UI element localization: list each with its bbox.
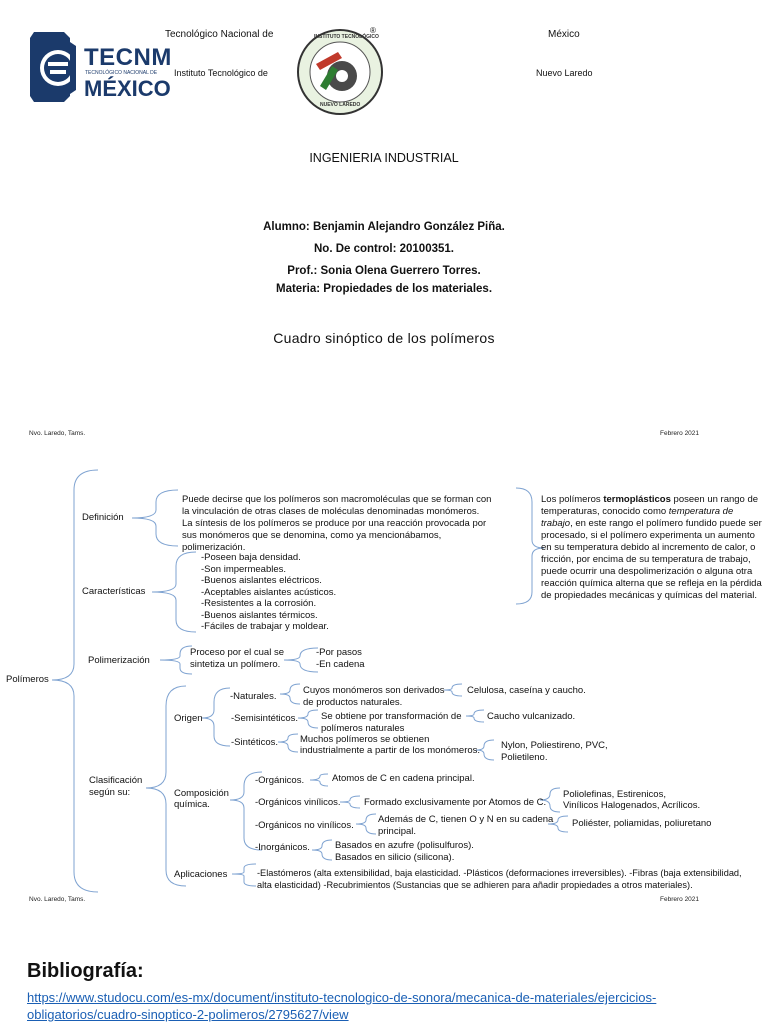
inorganicos-desc-1: Basados en azufre (polisulfuros).	[335, 840, 474, 851]
control-number: No. De control: 20100351.	[314, 243, 454, 255]
sint-examples-2: Polietileno.	[501, 752, 548, 763]
sint-desc-1: Muchos polímeros se obtienen	[300, 734, 430, 745]
student-name: Alumno: Benjamin Alejandro González Piña.	[263, 221, 505, 233]
date-top: Febrero 2021	[660, 430, 700, 437]
sint-desc-2: industrialmente a partir de los monómeros.	[300, 745, 481, 756]
brace-vin	[340, 796, 360, 808]
semi-examples: Caucho vulcanizado.	[487, 711, 576, 722]
brace-pasos	[284, 648, 318, 672]
sint-examples-1: Nylon, Poliestireno, PVC,	[501, 740, 608, 751]
aplicaciones-text-2: alta elasticidad) -Recubrimientos (Sustancias que se adhieren para añadir propiedades a otros materiales).	[257, 880, 693, 890]
brace-polimerizacion	[160, 646, 192, 674]
naturales-desc-1: Cuyos monómeros son derivados	[303, 685, 445, 696]
composicion-label-2: química.	[174, 799, 210, 810]
brace-novin	[356, 814, 376, 834]
polimerizacion-label: Polimerización	[88, 655, 150, 666]
brace-semi-ex	[466, 710, 484, 722]
seal-bottom-text: NUEVO LAREDO	[320, 102, 361, 108]
inorganicos-desc-2: Basados en silicio (silicona).	[335, 852, 455, 863]
naturales-examples: Celulosa, caseína y caucho.	[467, 685, 586, 696]
date-bottom: Febrero 2021	[660, 896, 700, 903]
place-bottom: Nvo. Laredo, Tams.	[29, 896, 86, 903]
naturales-desc-2: de productos naturales.	[303, 697, 403, 708]
brace-definicion	[132, 490, 178, 546]
origen-label: Origen	[174, 713, 203, 724]
list-item: -Poseen baja densidad.	[201, 552, 301, 563]
no-vinilicos-label: -Orgánicos no vinílicos.	[255, 820, 354, 831]
seal-top-text: INSTITUTO TECNOLÓGICO	[314, 34, 379, 40]
definicion-text: Puede decirse que los polímeros son macromoléculas que se forman con la vinculación de otras clases de moléculas denominadas monómeros. La síntesis de los polímeros se produce por una reacción provocada por sus monómeros que se denomina, como ya mencionábamos, polimerización.	[182, 494, 492, 553]
bibliography-link-2[interactable]: obligatorios/cuadro-sinoptico-2-polimeros/2795627/view	[27, 1007, 349, 1022]
subject-name: Materia: Propiedades de los materiales.	[275, 283, 493, 295]
vinilicos-examples-2: Vinílicos Halogenados, Acrílicos.	[563, 800, 701, 811]
clasificacion-label-1: Clasificación	[89, 775, 143, 786]
institution-right-1: México	[548, 29, 580, 40]
caracteristicas-label: Características	[82, 586, 146, 597]
brace-side	[516, 488, 544, 604]
list-item: -Fáciles de trabajar y moldear.	[201, 621, 329, 632]
termoplasticos-text: Los polímeros termoplásticos poseen un rango de temperaturas, conocido como temperatura de trabajo, en este rango el polímero fundido puede ser procesado, si el polímero experimenta un aumento en su temperatura debido al incremento de calor, o fricción, por encima de su temperatura de trabajo, puede ocurrir una despolimerización o alguna otra reacción química alterna que se refleja en la pérdida de propiedades mecánicas y químicas del material.	[541, 494, 762, 601]
sinteticos-label: -Sintéticos.	[231, 737, 278, 748]
polimerizacion-text-1: Proceso por el cual se	[190, 647, 284, 658]
definicion-label: Definición	[82, 512, 124, 523]
professor-name: Prof.: Sonia Olena Guerrero Torres.	[287, 265, 481, 277]
brace-caracteristicas	[152, 552, 196, 632]
document-title: Cuadro sinóptico de los polímeros	[273, 330, 495, 346]
place-top: Nvo. Laredo, Tams.	[29, 430, 86, 437]
polimerizacion-item-cadena: -En cadena	[316, 659, 365, 670]
brace-sint	[278, 734, 298, 752]
brace-org	[310, 774, 328, 786]
caracteristicas-list	[201, 552, 336, 633]
institution-left-1: Tecnológico Nacional de	[165, 29, 274, 40]
organicos-label: -Orgánicos.	[255, 775, 305, 786]
logo-country-text: MÉXICO	[84, 76, 171, 101]
list-item: -Buenos aislantes térmicos.	[201, 609, 318, 621]
root-polimeros: Polímeros	[6, 674, 49, 685]
polimerizacion-item-pasos: -Por pasos	[316, 647, 362, 658]
semi-desc-2: polímeros naturales	[321, 723, 405, 734]
brace-naturales	[280, 684, 300, 704]
list-item: -Buenos aislantes eléctricos.	[201, 575, 322, 586]
career-title: INGENIERIA INDUSTRIAL	[309, 151, 459, 165]
vinilicos-desc: Formado exclusivamente por Atomos de C.	[364, 797, 547, 808]
no-vinilicos-desc-2: principal.	[378, 826, 417, 837]
brace-naturales-ex	[444, 684, 462, 696]
institution-right-2: Nuevo Laredo	[536, 68, 593, 78]
naturales-label: -Naturales.	[230, 691, 277, 702]
semi-desc-1: Se obtiene por transformación de	[321, 711, 462, 722]
seal-registered-mark: ®	[370, 26, 376, 35]
bibliography-link-1[interactable]: https://www.studocu.com/es-mx/document/instituto-tecnologico-de-sonora/mecanica-de-materiales/ejercicios-	[27, 990, 657, 1005]
aplicaciones-label: Aplicaciones	[174, 869, 228, 880]
brace-inorg	[312, 840, 332, 860]
aplicaciones-text-1: -Elastómeros (alta extensibilidad, baja elasticidad. -Plásticos (deformaciones irreversibles). -Fibras (baja extensibilidad,	[257, 868, 742, 878]
composicion-label-1: Composición	[174, 788, 229, 799]
polimerizacion-text-2: sintetiza un polímero.	[190, 659, 281, 670]
brace-aplicaciones	[232, 864, 256, 886]
list-item: -Aceptables aislantes acústicos.	[201, 586, 337, 598]
logo-main-text: TECNM	[84, 44, 172, 71]
list-item: -Son impermeables.	[201, 563, 287, 575]
no-vinilicos-examples: Poliéster, poliamidas, poliuretano	[572, 818, 712, 829]
brace-origen	[202, 688, 230, 746]
list-item: -Resistentes a la corrosión.	[201, 598, 317, 609]
clasificacion-label-2: según su:	[89, 787, 131, 798]
organicos-desc: Atomos de C en cadena principal.	[332, 773, 475, 784]
vinilicos-examples-1: Poliolefinas, Estirenicos,	[563, 789, 666, 800]
semisinteticos-label: -Semisintéticos.	[231, 713, 299, 724]
brace-main	[52, 470, 98, 892]
no-vinilicos-desc-1: Además de C, tienen O y N en su cadena	[378, 814, 554, 825]
brace-semi	[298, 710, 318, 728]
bibliography-heading: Bibliografía:	[27, 960, 144, 982]
logo-sub-text: TECNOLÓGICO NACIONAL DE	[85, 70, 158, 76]
institution-left-2: Instituto Tecnológico de	[174, 68, 268, 78]
vinilicos-label: -Orgánicos vinílicos.	[255, 797, 341, 808]
inorganicos-label: -Inorgánicos.	[255, 842, 310, 853]
